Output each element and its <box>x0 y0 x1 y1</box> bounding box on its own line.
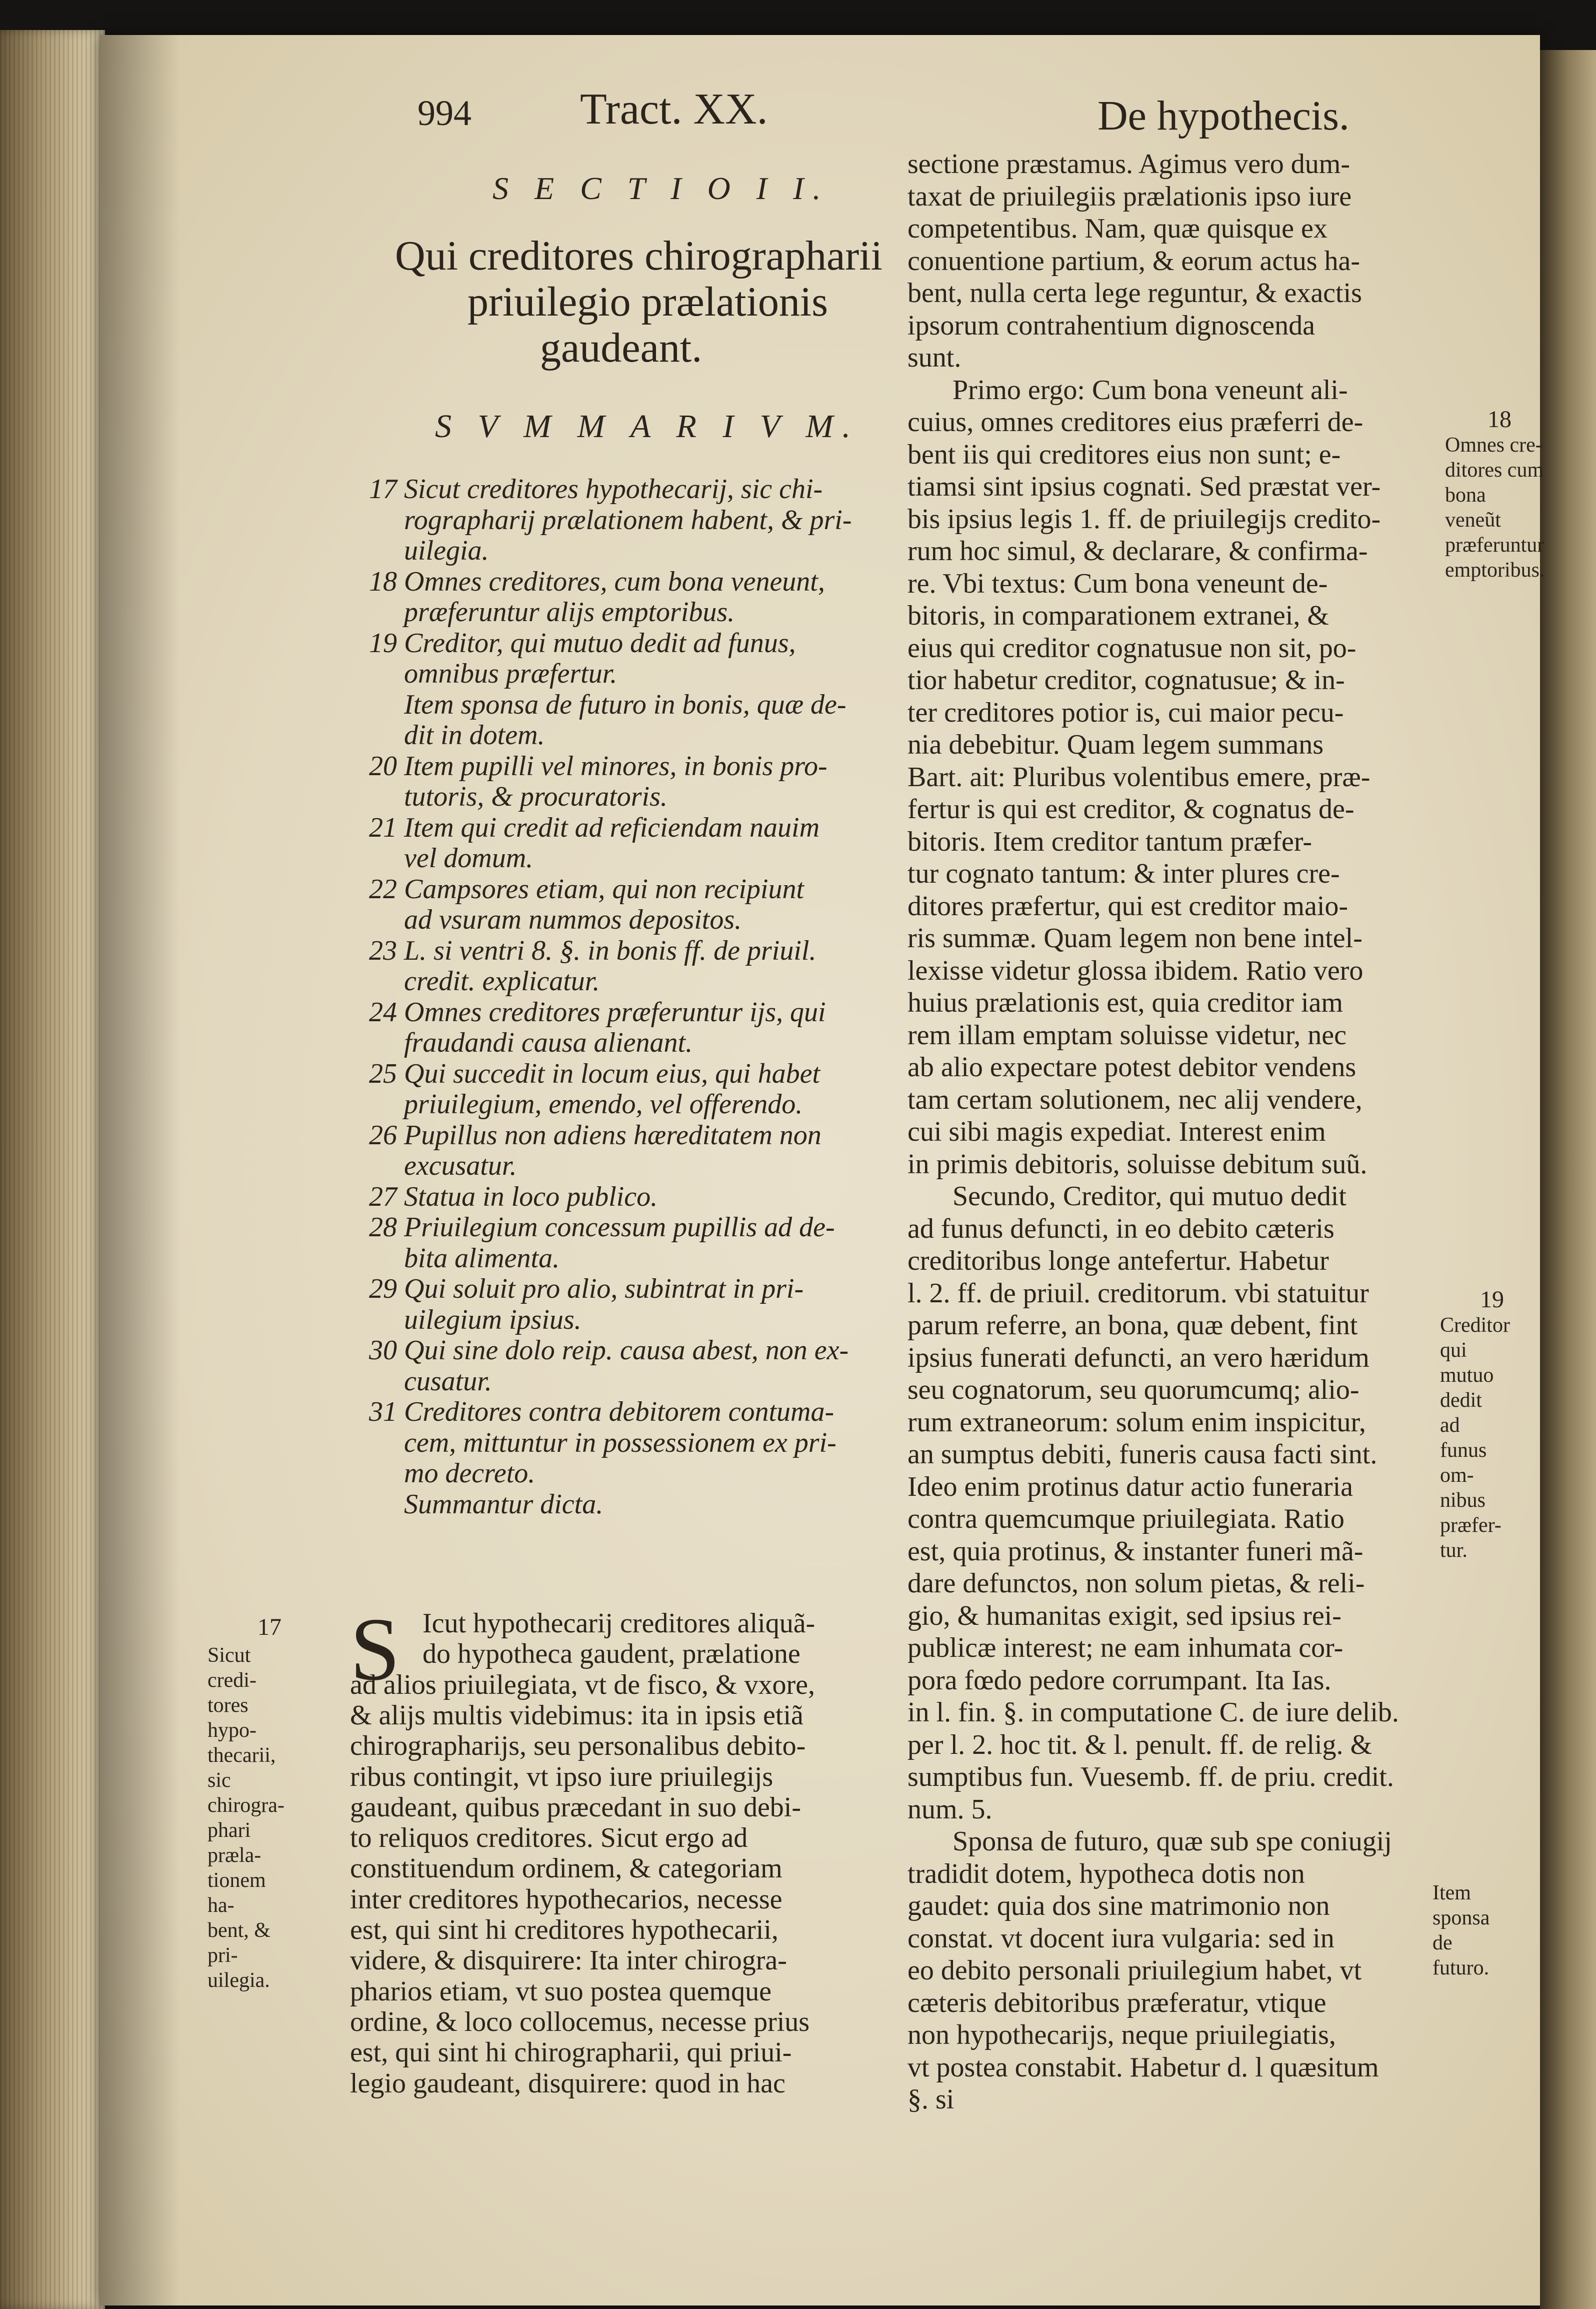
summary-entry: præferuntur alijs emptoribus. <box>404 597 735 628</box>
summary-entry: 18 Omnes creditores, cum bona veneunt, <box>369 566 825 597</box>
body-line: & alijs multis videbimus: ita in ipsis etiã <box>350 1699 804 1731</box>
body-line: Bart. ait: Pluribus volentibus emere, præ- <box>908 761 1370 793</box>
summary-entry: rographarij prælationem habent, & pri- <box>404 504 852 536</box>
body-line: eo debito personali priuilegium habet, vt <box>908 1955 1362 1986</box>
section-title-line: Qui creditores chirographarii <box>395 233 882 279</box>
body-line: ribus contingit, vt ipso iure priuilegijs <box>350 1761 774 1792</box>
body-line: nia debebitur. Quam legem summans <box>908 729 1324 760</box>
body-line: legio gaudeant, disquirere: quod in hac <box>350 2067 786 2099</box>
summary-entry: 17 Sicut creditores hypothecarij, sic chi- <box>369 474 823 505</box>
summary-entry: cusatur. <box>404 1365 492 1397</box>
section-title-line: gaudeant. <box>540 325 702 371</box>
summarium-heading: S V M M A R I V M. <box>435 408 860 445</box>
body-line: est, quia protinus, & instanter funeri mã- <box>908 1535 1364 1567</box>
body-line: ad funus defuncti, in eo debito cæteris <box>908 1213 1334 1244</box>
section-title-line: priuilegio prælationis <box>468 279 828 325</box>
body-line: constituendum ordinem, & categoriam <box>350 1853 782 1884</box>
summary-entry: 31 Creditores contra debitorem contuma- <box>369 1396 834 1427</box>
section-label: S E C T I O I I. <box>492 171 830 206</box>
summary-entry: Summantur dicta. <box>404 1488 604 1520</box>
summary-entry: 26 Pupillus non adiens hæreditatem non <box>369 1119 822 1151</box>
margin-note-text: Item sponsa de futuro. <box>1432 1881 1490 1979</box>
body-line: sunt. <box>908 342 962 373</box>
body-line: l. 2. ff. de priuil. creditorum. vbi statuitur <box>908 1277 1369 1309</box>
body-line: rum extraneorum: solum enim inspicitur, <box>908 1406 1366 1438</box>
body-line: pharios etiam, vt suo postea quemque <box>350 1975 772 2007</box>
body-line: non hypothecarijs, neque priuilegiatis, <box>908 2019 1336 2050</box>
summary-entry: 30 Qui sine dolo reip. causa abest, non ex- <box>369 1335 849 1366</box>
summary-entry: 29 Qui soluit pro alio, subintrat in pri- <box>369 1273 804 1304</box>
body-line: parum referre, an bona, quæ debent, fint <box>908 1310 1358 1341</box>
body-line: pora fœdo pedore corrumpant. Ita Ias. <box>908 1664 1332 1696</box>
body-line: tiamsi sint ipsius cognati. Sed præstat ver- <box>908 471 1381 502</box>
body-line: gaudeant, quibus præcedant in suo debi- <box>350 1791 802 1823</box>
summary-entry: tutoris, & procuratoris. <box>404 781 668 812</box>
body-line: conuentione partium, & eorum actus ha- <box>908 245 1360 277</box>
body-line: gio, & humanitas exigit, sed ipsius rei- <box>908 1600 1342 1631</box>
margin-note-text: Omnes cre- ditores cum bona veneũt præferuntur emptoribus. <box>1445 434 1545 582</box>
margin-note-number: 17 <box>258 1614 282 1640</box>
summary-entry: cem, mittuntur in possessionem ex pri- <box>404 1427 836 1458</box>
body-line: seu cognatorum, seu quorumcumq; alio- <box>908 1374 1360 1405</box>
summary-entry: Item sponsa de futuro in bonis, quæ de- <box>404 689 846 720</box>
body-line: ad alios priuilegiata, vt de fisco, & vxore, <box>350 1669 815 1700</box>
summary-entry: uilegia. <box>404 535 489 566</box>
body-line: cui sibi magis expediat. Interest enim <box>908 1116 1326 1147</box>
body-line: num. 5. <box>908 1793 992 1825</box>
summary-entry: 20 Item pupilli vel minores, in bonis pro- <box>369 750 828 782</box>
body-line: in primis debitoris, soluisse debitum suũ. <box>908 1148 1368 1180</box>
body-line: taxat de priuilegiis prælationis ipso iure <box>908 181 1352 212</box>
summary-entry: uilegium ipsius. <box>404 1304 582 1335</box>
margin-note-text: Sicut credi- tores hypo- thecarii, sic chirogra- phari præla- tionem ha- bent, & pri- uilegia. <box>208 1644 284 1992</box>
body-line: tur cognato tantum: & inter plures cre- <box>908 858 1340 889</box>
summary-entry: 21 Item qui credit ad reficiendam nauim <box>369 812 820 843</box>
body-line: Secundo, Creditor, qui mutuo dedit <box>952 1181 1346 1212</box>
summary-entry: bita alimenta. <box>404 1242 560 1274</box>
body-line: an sumptus debiti, funeris causa facti sint. <box>908 1439 1378 1470</box>
body-line: chirographarijs, seu personalibus debito- <box>350 1730 806 1762</box>
body-line: tior habetur creditor, cognatusue; & in- <box>908 665 1345 696</box>
body-line: bis ipsius legis 1. ff. de priuilegijs credito- <box>908 503 1381 535</box>
summary-entry: 28 Priuilegium concessum pupillis ad de- <box>369 1212 835 1243</box>
summary-entry: excusatur. <box>404 1150 517 1181</box>
body-line: Sponsa de futuro, quæ sub spe coniugij <box>952 1826 1392 1857</box>
summary-entry: vel domum. <box>404 843 534 874</box>
body-line: per l. 2. hoc tit. & l. penult. ff. de relig. & <box>908 1729 1372 1760</box>
summary-entry: 23 L. si ventri 8. §. in bonis ff. de priuil. <box>369 935 816 966</box>
body-line: tradidit dotem, hypotheca dotis non <box>908 1858 1305 1889</box>
body-line: est, qui sint hi creditores hypothecarii, <box>350 1914 778 1945</box>
body-line: sectione præstamus. Agimus vero dum- <box>908 149 1350 180</box>
body-line: lexisse videtur glossa ibidem. Ratio vero <box>908 955 1364 986</box>
summary-entry: credit. explicatur. <box>404 966 600 997</box>
body-line: competentibus. Nam, quæ quisque ex <box>908 213 1328 244</box>
summary-entry: ad vsuram nummos depositos. <box>404 904 742 935</box>
summary-entry: mo decreto. <box>404 1458 536 1489</box>
body-line: tam certam solutionem, nec alij vendere, <box>908 1084 1362 1115</box>
margin-note-number: 18 <box>1488 406 1512 433</box>
body-line: cæteris debitoribus præferatur, vtique <box>908 1987 1326 2018</box>
summary-entry: 19 Creditor, qui mutuo dedit ad funus, <box>369 627 796 659</box>
body-line: Ideo enim protinus datur actio funeraria <box>908 1471 1353 1502</box>
body-line: in l. fin. §. in computatione C. de iure delib. <box>908 1697 1399 1728</box>
body-line: contra quemcumque priuilegiata. Ratio <box>908 1503 1344 1534</box>
body-line: creditoribus longe antefertur. Habetur <box>908 1245 1329 1276</box>
body-line: videre, & disquirere: Ita inter chirogra- <box>350 1945 787 1976</box>
body-line: do hypotheca gaudent, prælatione <box>422 1638 800 1670</box>
summary-entry: 27 Statua in loco publico. <box>369 1181 658 1212</box>
running-head-topic: De hypothecis. <box>1098 93 1350 139</box>
body-line: est, qui sint hi chirographarii, qui priui- <box>350 2037 792 2068</box>
margin-note-text: Creditor qui mutuo dedit ad funus om- nibus præfer- tur. <box>1440 1314 1510 1562</box>
drop-cap: S <box>350 1599 400 1699</box>
body-line: rum hoc simul, & declarare, & confirma- <box>908 536 1368 567</box>
page-number: 994 <box>418 93 472 133</box>
summary-entry: priuilegium, emendo, vel offerendo. <box>404 1089 803 1120</box>
summary-entry: fraudandi causa alienant. <box>404 1027 693 1058</box>
body-line: ipsorum contrahentium dignoscenda <box>908 310 1315 341</box>
body-line: publicæ interest; ne eam inhumata cor- <box>908 1632 1344 1663</box>
body-line: Primo ergo: Cum bona veneunt ali- <box>952 374 1348 406</box>
running-head-tractatus: Tract. XX. <box>580 85 768 134</box>
body-line: gaudet: quia dos sine matrimonio non <box>908 1890 1330 1921</box>
body-line: ordine, & loco collocemus, necesse prius <box>350 2006 810 2037</box>
body-line: sumptibus fun. Vuesemb. ff. de priu. credit. <box>908 1761 1394 1792</box>
next-page-edge <box>1540 50 1596 2309</box>
body-line: constat. vt docent iura vulgaria: sed in <box>908 1922 1334 1954</box>
book-edge <box>0 30 105 2309</box>
body-line: ter creditores potior is, cui maior pecu- <box>908 697 1344 728</box>
body-line: ditores præfertur, qui est creditor maio- <box>908 890 1348 922</box>
summary-entry: 22 Campsores etiam, qui non recipiunt <box>369 873 804 905</box>
body-line: huius prælationis est, quia creditor iam <box>908 987 1343 1018</box>
body-line: ab alio expectare potest debitor vendens <box>908 1052 1356 1083</box>
body-line: eius qui creditor cognatusue non sit, po- <box>908 632 1356 664</box>
body-line: ris summæ. Quam legem non bene intel- <box>908 923 1362 954</box>
body-line: fertur is qui est creditor, & cognatus de- <box>908 794 1354 825</box>
body-line: Icut hypothecarij creditores aliquã- <box>422 1608 816 1639</box>
body-line: to reliquos creditores. Sicut ergo ad <box>350 1822 748 1854</box>
summary-entry: 24 Omnes creditores præferuntur ijs, qui <box>369 996 826 1028</box>
body-line: §. si <box>908 2084 954 2115</box>
margin-note-number: 19 <box>1480 1286 1504 1313</box>
summary-entry: 25 Qui succedit in locum eius, qui habet <box>369 1058 820 1089</box>
summary-entry: omnibus præfertur. <box>404 658 618 689</box>
body-line: vt postea constabit. Habetur d. l quæsitum <box>908 2051 1379 2083</box>
body-line: bent iis qui creditores eius non sunt; e- <box>908 439 1341 470</box>
body-line: rem illam emptam soluisse videtur, nec <box>908 1019 1346 1051</box>
body-line: ipsius funerati defuncti, an vero hæridum <box>908 1342 1370 1373</box>
body-line: bitoris, in comparationem extranei, & <box>908 600 1329 631</box>
body-line: inter creditores hypothecarios, necesse <box>350 1883 782 1915</box>
body-line: re. Vbi textus: Cum bona veneunt de- <box>908 568 1328 599</box>
summary-entry: dit in dotem. <box>404 720 545 751</box>
body-line: bent, nulla certa lege reguntur, & exactis <box>908 278 1362 309</box>
body-line: cuius, omnes creditores eius præferri de- <box>908 407 1364 438</box>
body-line: bitoris. Item creditor tantum præfer- <box>908 826 1312 857</box>
body-line: dare defunctos, non solum pietas, & reli- <box>908 1568 1365 1599</box>
